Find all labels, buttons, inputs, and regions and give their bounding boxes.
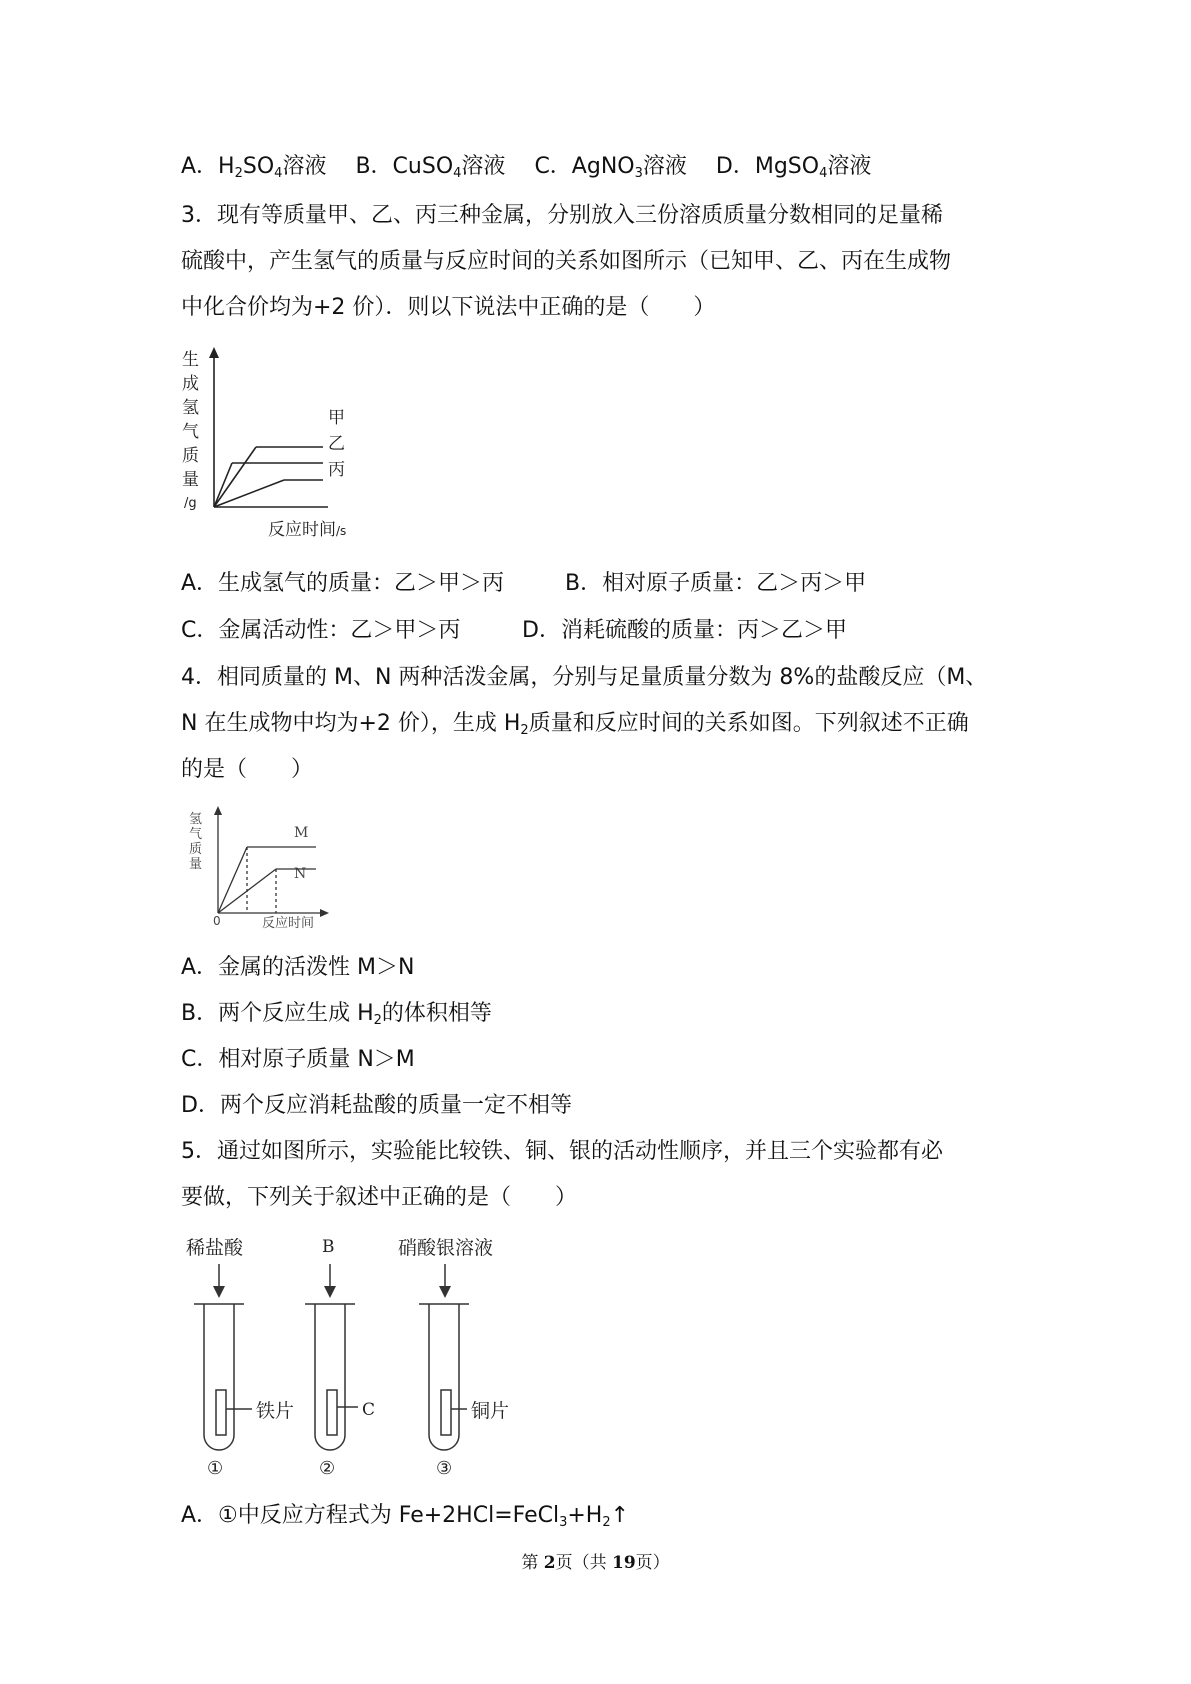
q3-curve-label-yi: 乙 (328, 434, 345, 454)
q5-option-a: A．①中反应方程式为 $Fe+2HCl=FeCl_3+H_2↑$ (181, 1503, 630, 1530)
tube1-metal-label: 铁片 (256, 1400, 295, 1422)
q3-curve-label-jia: 甲 (328, 408, 345, 428)
q4-ylabel-char: 量 (189, 857, 203, 872)
page-footer: 第 2页（共 19页） (521, 1553, 670, 1573)
q2-option-a: A．$H_2SO_4$溶液 (181, 154, 327, 181)
tube3-number: ③ (436, 1458, 453, 1479)
tube2-number: ② (319, 1458, 336, 1479)
q3-ylabel-char: 氢 (182, 398, 199, 418)
q4-option-b: B．两个反应生成 $H_2$的体积相等 (181, 1001, 492, 1028)
q2-options (181, 152, 871, 182)
q2-option-b: B．CuSO$_4$溶液 (355, 154, 506, 181)
q3-stem-line2: 硫酸中，产生氢气的质量与反应时间的关系如图所示（已知甲、乙、丙在生成物 (181, 249, 952, 274)
q3-xlabel: 反应时间 (268, 520, 336, 540)
q4-curve-label-m: M (294, 825, 309, 841)
tube3-reagent-label: 硝酸银溶液 (398, 1237, 494, 1259)
q3-stem-line1: 3．现有等质量甲、乙、丙三种金属，分别放入三份溶质质量分数相同的足量稀 (181, 203, 943, 228)
q3-hydrogen-graph (178, 345, 358, 540)
tube2-reagent-label: B (322, 1237, 335, 1257)
tube2-metal-label: C (362, 1400, 376, 1420)
q3-ylabel-char: 成 (182, 374, 199, 394)
q2-option-c: C．AgNO$_3$溶液 (534, 154, 687, 181)
q3-option-a: A．生成氢气的质量：乙＞甲＞丙 (181, 571, 505, 596)
q4-ylabel-char: 氢 (189, 812, 203, 827)
q2-option-d: D．MgSO$_4$溶液 (715, 154, 872, 181)
q4-curve-label-n: N (294, 866, 307, 882)
q3-y-unit: /g (184, 496, 197, 511)
q3-option-d: D．消耗硫酸的质量：丙＞乙＞甲 (522, 618, 847, 643)
q5-test-tube-figure (180, 1232, 530, 1482)
q4-origin-label: 0 (213, 914, 221, 928)
q3-x-unit: /s (336, 524, 347, 538)
q3-option-b: B．相对原子质量：乙＞丙＞甲 (565, 571, 867, 596)
q5-stem-line1: 5．通过如图所示，实验能比较铁、铜、银的活动性顺序，并且三个实验都有必 (181, 1139, 943, 1164)
q5-stem-line2: 要做，下列关于叙述中正确的是（ ） (181, 1185, 578, 1210)
q3-curve-label-bing: 丙 (328, 460, 345, 480)
tube1-reagent-label: 稀盐酸 (186, 1237, 244, 1259)
q3-option-c: C．金属活动性：乙＞甲＞丙 (181, 618, 461, 643)
q3-ylabel-char: 生 (182, 350, 199, 370)
q4-stem-line3: 的是（ ） (181, 757, 314, 782)
q4-xlabel: 反应时间 (262, 916, 315, 931)
q3-ylabel-char: 气 (182, 422, 199, 442)
current-page-number: 2 (543, 1553, 556, 1573)
q4-stem-line1: 4．相同质量的 M、N 两种活泼金属，分别与足量质量分数为 8%的盐酸反应（M、 (181, 665, 988, 690)
q3-stem-line3: 中化合价均为+2 价）．则以下说法中正确的是（ ） (181, 295, 716, 320)
q4-hydrogen-graph (184, 805, 334, 935)
q4-ylabel-char: 气 (189, 827, 203, 842)
q4-ylabel-char: 质 (189, 842, 203, 857)
q3-ylabel-char: 量 (182, 470, 199, 490)
tube1-number: ① (207, 1458, 224, 1479)
total-page-count: 19 (611, 1553, 636, 1573)
tube3-metal-label: 铜片 (471, 1400, 510, 1422)
q4-option-d: D．两个反应消耗盐酸的质量一定不相等 (181, 1093, 572, 1118)
q4-stem-line2: N 在生成物中均为+2 价），生成 $H_2$质量和反应时间的关系如图。下列叙述不正确 (181, 711, 969, 738)
q4-option-a: A．金属的活泼性 M＞N (181, 955, 415, 980)
q4-option-c: C．相对原子质量 N＞M (181, 1047, 415, 1072)
q3-ylabel-char: 质 (182, 446, 199, 466)
